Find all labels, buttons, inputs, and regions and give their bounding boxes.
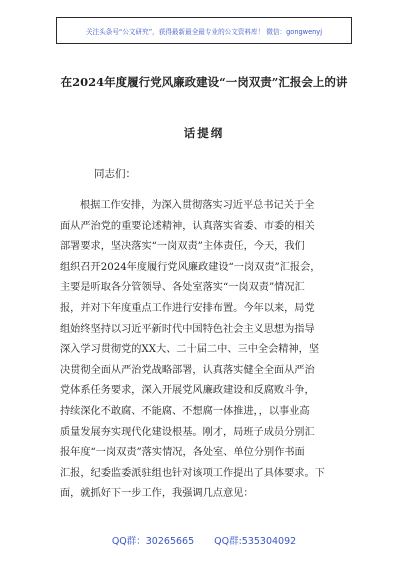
body-line: 决贯彻全面从严治党战略部署，认真落实健全全面从严治 — [60, 364, 315, 376]
body-line: 主要是听取各分管领导、各处室落实“一岗双责”情况汇 — [60, 282, 305, 294]
footer-qq-group-1: QQ群：30265665 — [111, 536, 195, 547]
body-line: 组织召开2024年度履行党风廉政建设“一岗双责”汇报会， — [60, 261, 321, 273]
document-title-line-2: 话提纲 — [183, 126, 225, 140]
body-text — [60, 196, 352, 505]
document-title-line-1: 在2024年度履行党风廉政建设“一岗双责”汇报会上的讲 — [60, 75, 348, 89]
body-line: 面从严治党的重要论述精神，认真落实省委、市委的相关 — [60, 220, 315, 232]
body-line: 党体系任务要求，深入开展党风廉政建设和反腐败斗争， — [60, 385, 315, 397]
footer-qq-group-2: QQ群:535304092 — [214, 536, 297, 547]
body-line: 组始终坚持以习近平新时代中国特色社会主义思想为指导 — [60, 323, 315, 335]
header-banner-text: 关注头条号“公文研究”，获得最新最全最专业的公文资料库！ 微信：gongwenyj — [85, 27, 323, 36]
body-line: 持续深化不敢腐、不能腐、不想腐一体推进，，以事业高 — [60, 405, 310, 417]
body-line: 面，就抓好下一步工作，我强调几点意见： — [60, 488, 254, 500]
body-line: 部署要求，坚决落实“一岗双责”主体责任，今天，我们 — [60, 241, 305, 253]
body-line: 质量发展夯实现代化建设根基。刚才，局班子成员分别汇 — [60, 426, 315, 438]
footer-contact — [0, 533, 408, 547]
body-line: 根据工作安排，为深入贯彻落实习近平总书记关于全 — [80, 200, 315, 211]
salutation: 同志们： — [94, 168, 136, 180]
header-banner — [56, 17, 352, 44]
body-line: 深入学习贯彻党的XX大、二十届二中、三中全会精神，坚 — [60, 344, 320, 356]
body-line: 汇报，纪委监委派驻组也针对该项工作提出了具体要求。下 — [60, 467, 325, 479]
body-line: 报，并对下年度重点工作进行安排布置。今年以来，局党 — [60, 302, 315, 314]
body-line: 报年度“一岗双责”落实情况，各处室、单位分别作书面 — [60, 447, 305, 459]
